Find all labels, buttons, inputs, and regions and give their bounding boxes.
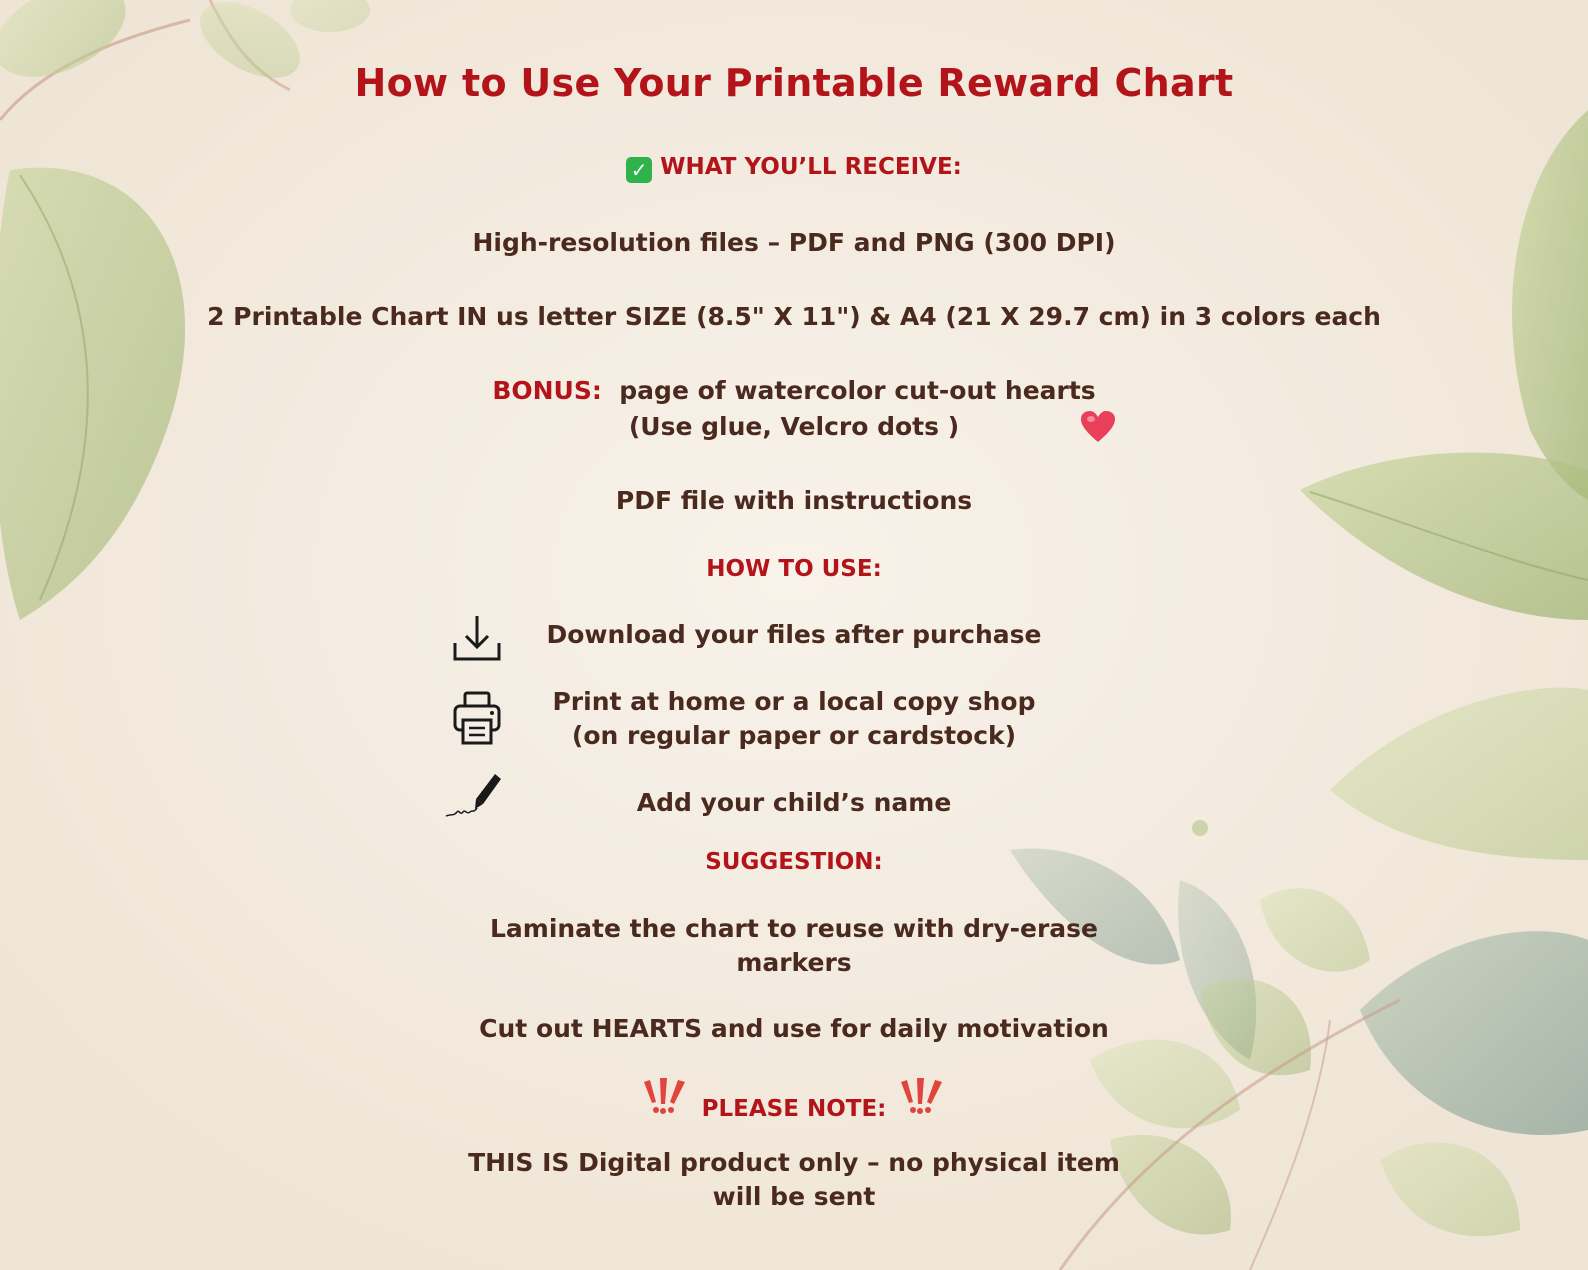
receive-item-files: High-resolution files – PDF and PNG (300 DPI) bbox=[472, 228, 1116, 257]
receive-item-charts: 2 Printable Chart IN us letter SIZE (8.5" X 11") & A4 (21 X 29.7 cm) in 3 colors each bbox=[207, 302, 1381, 331]
suggestion-line-3: Cut out HEARTS and use for daily motivation bbox=[479, 1014, 1109, 1043]
step-download: Download your files after purchase bbox=[546, 620, 1042, 649]
note-line-2: will be sent bbox=[712, 1182, 876, 1211]
bonus-label: BONUS: bbox=[492, 376, 602, 405]
exclamation-burst-icon bbox=[897, 1076, 947, 1118]
suggestion-heading: SUGGESTION: bbox=[705, 849, 883, 875]
please-note-heading: PLEASE NOTE: bbox=[701, 1096, 887, 1122]
check-mark-icon: ✓ bbox=[626, 157, 652, 183]
suggestion-line-2: markers bbox=[736, 948, 852, 977]
receive-item-instructions: PDF file with instructions bbox=[615, 486, 973, 515]
how-to-use-heading: HOW TO USE: bbox=[706, 556, 882, 582]
suggestion-line-1: Laminate the chart to reuse with dry-erase bbox=[489, 914, 1099, 943]
note-line-1: THIS IS Digital product only – no physical item bbox=[468, 1148, 1120, 1177]
bonus-text: page of watercolor cut-out hearts bbox=[619, 376, 1096, 405]
step-print-line-1: Print at home or a local copy shop bbox=[552, 687, 1036, 716]
heart-icon bbox=[1080, 410, 1116, 444]
bonus-line-2: (Use glue, Velcro dots ) bbox=[628, 412, 960, 441]
receive-heading bbox=[0, 154, 1588, 183]
receive-heading-text: WHAT YOU’LL RECEIVE: bbox=[660, 154, 962, 180]
step-print-line-2: (on regular paper or cardstock) bbox=[571, 721, 1017, 750]
page-title: How to Use Your Printable Reward Chart bbox=[354, 61, 1234, 105]
step-add-name: Add your child’s name bbox=[636, 788, 952, 817]
bonus-line-1 bbox=[0, 377, 1588, 406]
